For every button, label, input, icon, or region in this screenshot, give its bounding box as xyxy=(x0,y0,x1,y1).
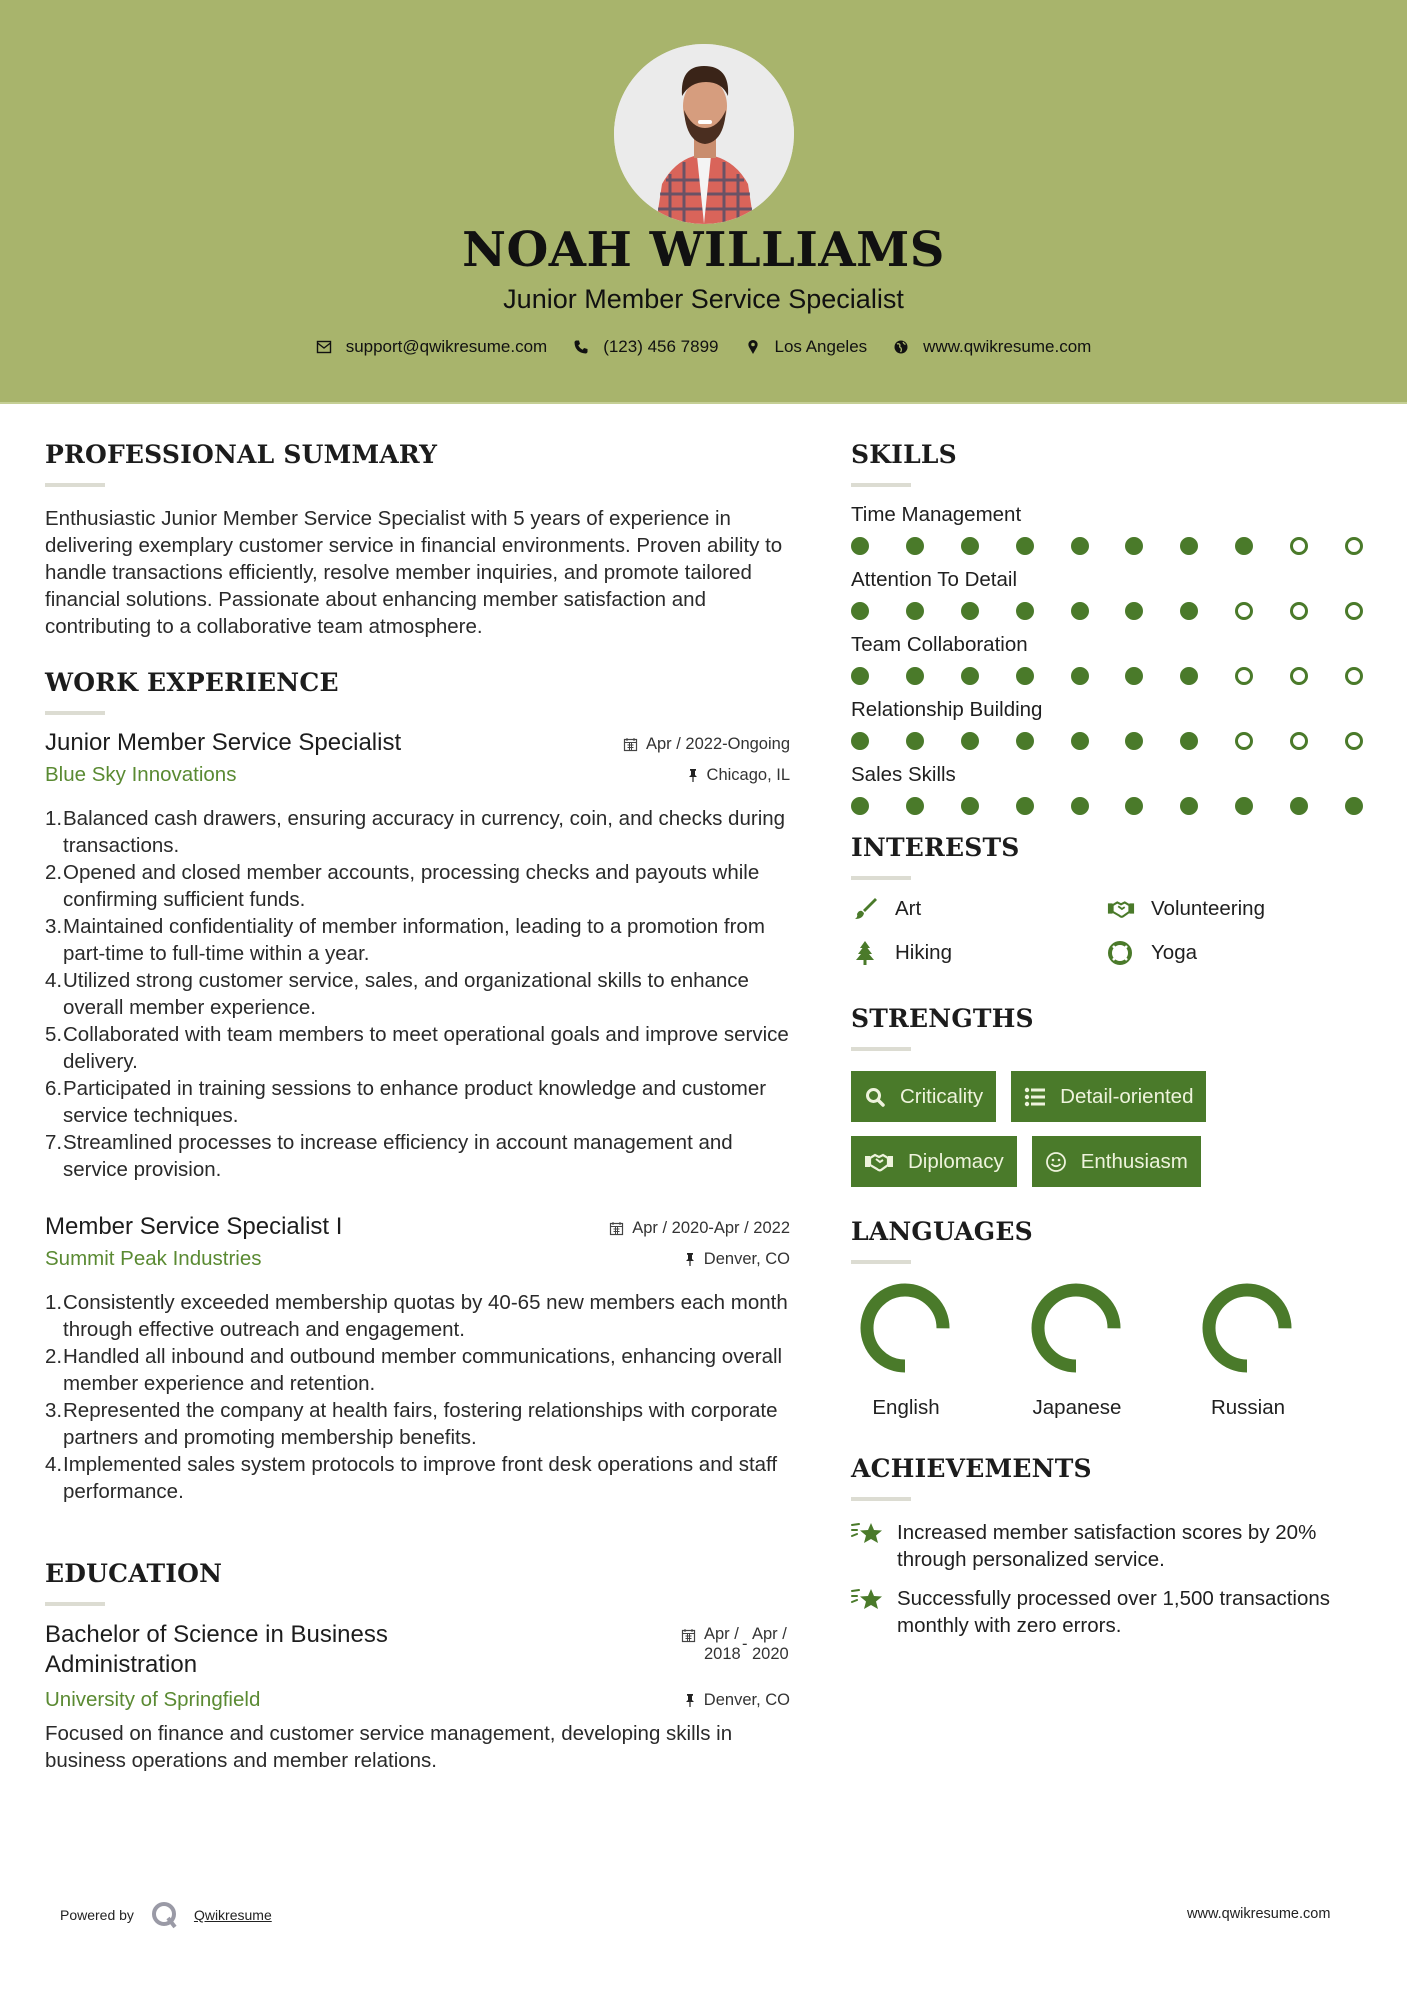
job-title: Member Service Specialist I xyxy=(45,1213,343,1240)
section-divider xyxy=(45,711,105,715)
filled-dot-icon xyxy=(961,797,979,815)
empty-dot-icon xyxy=(1345,602,1363,620)
contact-bar xyxy=(0,337,1407,357)
list-item: 2. Handled all inbound and outbound member communications, enhancing overall member experience and retention. xyxy=(45,1345,783,1395)
empty-dot-icon xyxy=(1235,667,1253,685)
filled-dot-icon xyxy=(961,732,979,750)
strength-chips xyxy=(851,1071,1271,1187)
filled-dot-icon xyxy=(1125,797,1143,815)
section-divider xyxy=(851,1260,911,1264)
search-icon xyxy=(864,1086,886,1108)
skill-rating xyxy=(851,667,1363,685)
calendar-icon xyxy=(609,1221,624,1236)
filled-dot-icon xyxy=(1180,732,1198,750)
interest-item: Volunteering xyxy=(1107,896,1363,922)
calendar-icon xyxy=(623,737,638,752)
location-icon xyxy=(745,339,761,355)
summary-section xyxy=(45,440,790,640)
person-photo-icon xyxy=(614,44,794,224)
tree-icon xyxy=(851,940,879,966)
section-title: STRENGTHS xyxy=(851,1004,1034,1033)
filled-dot-icon xyxy=(961,602,979,620)
language-item xyxy=(851,1280,1022,1420)
empty-dot-icon xyxy=(1235,732,1253,750)
footer-powered-by: Powered by Qwikresume xyxy=(60,1900,272,1930)
section-title: INTERESTS xyxy=(851,833,1020,862)
education-location: Denver, CO xyxy=(684,1691,790,1710)
section-title: LANGUAGES xyxy=(851,1217,1033,1246)
skill-name: Attention To Detail xyxy=(851,568,1018,591)
contact-location-text: Los Angeles xyxy=(774,337,868,356)
calendar-icon xyxy=(681,1628,696,1643)
candidate-title: Junior Member Service Specialist xyxy=(503,284,904,314)
filled-dot-icon xyxy=(1016,797,1034,815)
filled-dot-icon xyxy=(1125,602,1143,620)
job-location: Chicago, IL xyxy=(687,766,790,785)
skill-name: Team Collaboration xyxy=(851,633,1028,656)
achievement-item: Increased member satisfaction scores by 20% through personalized service. xyxy=(851,1519,1371,1573)
degree-title: Bachelor of Science in Business Administration xyxy=(45,1621,388,1678)
star-award-icon xyxy=(851,1519,885,1547)
empty-dot-icon xyxy=(1290,732,1308,750)
job-bullets xyxy=(45,805,790,1183)
filled-dot-icon xyxy=(1180,602,1198,620)
empty-dot-icon xyxy=(1290,667,1308,685)
achievements-section xyxy=(851,1454,1371,1639)
list-item: 5. Collaborated with team members to meet operational goals and improve service delivery. xyxy=(45,1023,789,1073)
language-list xyxy=(851,1280,1371,1420)
filled-dot-icon xyxy=(851,602,869,620)
filled-dot-icon xyxy=(906,732,924,750)
list-item: 1. Balanced cash drawers, ensuring accuracy in currency, coin, and checks during transactions. xyxy=(45,807,786,857)
skill-rating xyxy=(851,797,1363,815)
skills-list xyxy=(851,503,1371,815)
star-award-icon xyxy=(851,1585,885,1613)
skill-name: Relationship Building xyxy=(851,698,1043,721)
list-item: 7. Streamlined processes to increase efficiency in account management and service provision. xyxy=(45,1131,733,1181)
filled-dot-icon xyxy=(961,537,979,555)
strength-chip: Enthusiasm xyxy=(1032,1136,1201,1187)
skills-section xyxy=(851,440,1371,815)
language-name: English xyxy=(872,1396,940,1419)
summary-text: Enthusiastic Junior Member Service Specialist with 5 years of experience in delivering exemplary customer service in financial environments. Proven ability to handle transactions efficiently, resolve member inquiries, and promote tailored financial solutions. Passionate about enhancing member satisfaction and contributing to a collaborative team atmosphere. xyxy=(45,507,783,638)
contact-website-text: www.qwikresume.com xyxy=(923,337,1092,356)
empty-dot-icon xyxy=(1345,537,1363,555)
school-name: University of Springfield xyxy=(45,1688,261,1711)
section-title: WORK EXPERIENCE xyxy=(45,668,339,697)
job-dates: Apr / 2022-Ongoing xyxy=(623,735,790,754)
filled-dot-icon xyxy=(1016,602,1034,620)
handshake-icon xyxy=(864,1151,894,1173)
filled-dot-icon xyxy=(851,732,869,750)
list-item: 3. Represented the company at health fairs, fostering relationships with corporate partners and promoting membership benefits. xyxy=(45,1399,778,1449)
empty-dot-icon xyxy=(1345,667,1363,685)
section-divider xyxy=(851,1497,911,1501)
skill-rating xyxy=(851,602,1363,620)
section-divider xyxy=(851,483,911,487)
filled-dot-icon xyxy=(1235,797,1253,815)
job-title: Junior Member Service Specialist xyxy=(45,729,402,756)
filled-dot-icon xyxy=(851,667,869,685)
pushpin-icon xyxy=(684,1252,696,1266)
section-divider xyxy=(45,483,105,487)
filled-dot-icon xyxy=(1016,537,1034,555)
smile-icon xyxy=(1045,1151,1067,1173)
job-entry xyxy=(45,729,790,1183)
job-location: Denver, CO xyxy=(684,1250,790,1269)
filled-dot-icon xyxy=(906,602,924,620)
skill-rating xyxy=(851,732,1363,750)
filled-dot-icon xyxy=(1125,667,1143,685)
education-section xyxy=(45,1559,790,1774)
filled-dot-icon xyxy=(1235,537,1253,555)
phone-icon xyxy=(573,339,589,355)
filled-dot-icon xyxy=(1125,537,1143,555)
languages-section xyxy=(851,1217,1371,1420)
language-name: Japanese xyxy=(1032,1396,1122,1419)
filled-dot-icon xyxy=(1071,667,1089,685)
section-divider xyxy=(851,1047,911,1051)
filled-dot-icon xyxy=(1345,797,1363,815)
handshake-icon xyxy=(1107,896,1135,922)
qwikresume-logo-icon xyxy=(150,1900,180,1930)
interest-item: Art xyxy=(851,896,1107,922)
filled-dot-icon xyxy=(1180,797,1198,815)
interest-item: Hiking xyxy=(851,940,1107,966)
job-bullets xyxy=(45,1289,790,1505)
filled-dot-icon xyxy=(1016,732,1034,750)
job-dates: Apr / 2020-Apr / 2022 xyxy=(609,1219,790,1238)
filled-dot-icon xyxy=(1180,537,1198,555)
company-name: Summit Peak Industries xyxy=(45,1247,262,1270)
progress-ring-icon xyxy=(1199,1280,1295,1376)
contact-email-text: support@qwikresume.com xyxy=(345,337,548,356)
list-icon xyxy=(1024,1086,1046,1108)
skill-name: Sales Skills xyxy=(851,763,956,786)
section-title: ACHIEVEMENTS xyxy=(851,1454,1092,1483)
list-item: 1. Consistently exceeded membership quotas by 40-65 new members each month through effective outreach and engagement. xyxy=(45,1291,788,1341)
skill-name: Time Management xyxy=(851,503,1022,526)
filled-dot-icon xyxy=(851,797,869,815)
filled-dot-icon xyxy=(1125,732,1143,750)
empty-dot-icon xyxy=(1290,602,1308,620)
qwikresume-link[interactable]: Qwikresume xyxy=(193,1907,272,1923)
job-entry xyxy=(45,1213,790,1505)
contact-location xyxy=(745,337,868,357)
contact-website[interactable] xyxy=(893,337,1091,357)
filled-dot-icon xyxy=(1290,797,1308,815)
filled-dot-icon xyxy=(1180,667,1198,685)
list-item: 6. Participated in training sessions to enhance product knowledge and customer service techniques. xyxy=(45,1077,767,1127)
list-item: 3. Maintained confidentiality of member information, leading to a promotion from part-time to full-time within a year. xyxy=(45,915,765,965)
contact-email[interactable] xyxy=(316,337,548,357)
right-column xyxy=(851,440,1371,1651)
contact-phone-text: (123) 456 7899 xyxy=(603,337,719,356)
profile-photo xyxy=(614,44,794,224)
filled-dot-icon xyxy=(1071,537,1089,555)
section-title: PROFESSIONAL SUMMARY xyxy=(45,440,438,469)
empty-dot-icon xyxy=(1290,537,1308,555)
strength-chip: Diplomacy xyxy=(851,1136,1017,1187)
language-item xyxy=(1193,1280,1364,1420)
progress-ring-icon xyxy=(857,1280,953,1376)
language-name: Russian xyxy=(1210,1396,1286,1419)
progress-ring-icon xyxy=(1028,1280,1124,1376)
section-divider xyxy=(45,1602,105,1606)
filled-dot-icon xyxy=(1071,797,1089,815)
empty-dot-icon xyxy=(1235,602,1253,620)
filled-dot-icon xyxy=(851,537,869,555)
achievement-item: Successfully processed over 1,500 transactions monthly with zero errors. xyxy=(851,1585,1371,1639)
globe-icon xyxy=(893,339,909,355)
filled-dot-icon xyxy=(906,667,924,685)
skill-rating xyxy=(851,537,1363,555)
email-icon xyxy=(316,339,332,355)
pushpin-icon xyxy=(684,1693,696,1707)
list-item: 2. Opened and closed member accounts, processing checks and payouts while confirming sufficient funds. xyxy=(45,861,760,911)
list-item: 4. Implemented sales system protocols to improve front desk operations and staff performance. xyxy=(45,1453,778,1503)
filled-dot-icon xyxy=(1071,602,1089,620)
strength-chip: Criticality xyxy=(851,1071,996,1122)
section-title: EDUCATION xyxy=(45,1559,223,1588)
filled-dot-icon xyxy=(1016,667,1034,685)
interest-item: Yoga xyxy=(1107,940,1363,966)
filled-dot-icon xyxy=(1071,732,1089,750)
strength-chip: Detail-oriented xyxy=(1011,1071,1206,1122)
filled-dot-icon xyxy=(961,667,979,685)
education-description: Focused on finance and customer service management, developing skills in business operations and member relations. xyxy=(45,1722,733,1772)
contact-phone[interactable] xyxy=(573,337,718,357)
experience-section xyxy=(45,668,790,1505)
pushpin-icon xyxy=(687,768,699,782)
footer-website[interactable]: www.qwikresume.com xyxy=(1187,1906,1331,1922)
company-name: Blue Sky Innovations xyxy=(45,763,237,786)
interests-section xyxy=(851,833,1371,966)
left-column xyxy=(45,440,790,1774)
filled-dot-icon xyxy=(906,797,924,815)
section-divider xyxy=(851,876,911,880)
strengths-section xyxy=(851,1004,1371,1187)
list-item: 4. Utilized strong customer service, sales, and organizational skills to enhance overall member experience. xyxy=(45,969,749,1019)
empty-dot-icon xyxy=(1345,732,1363,750)
lifebuoy-icon xyxy=(1107,940,1135,966)
filled-dot-icon xyxy=(906,537,924,555)
paintbrush-icon xyxy=(851,896,879,922)
candidate-name: NOAH WILLIAMS xyxy=(462,222,945,278)
resume-header xyxy=(0,0,1407,404)
section-title: SKILLS xyxy=(851,440,957,469)
language-item xyxy=(1022,1280,1193,1420)
education-dates: Apr / 2018 - Apr / 2020 xyxy=(681,1624,790,1664)
